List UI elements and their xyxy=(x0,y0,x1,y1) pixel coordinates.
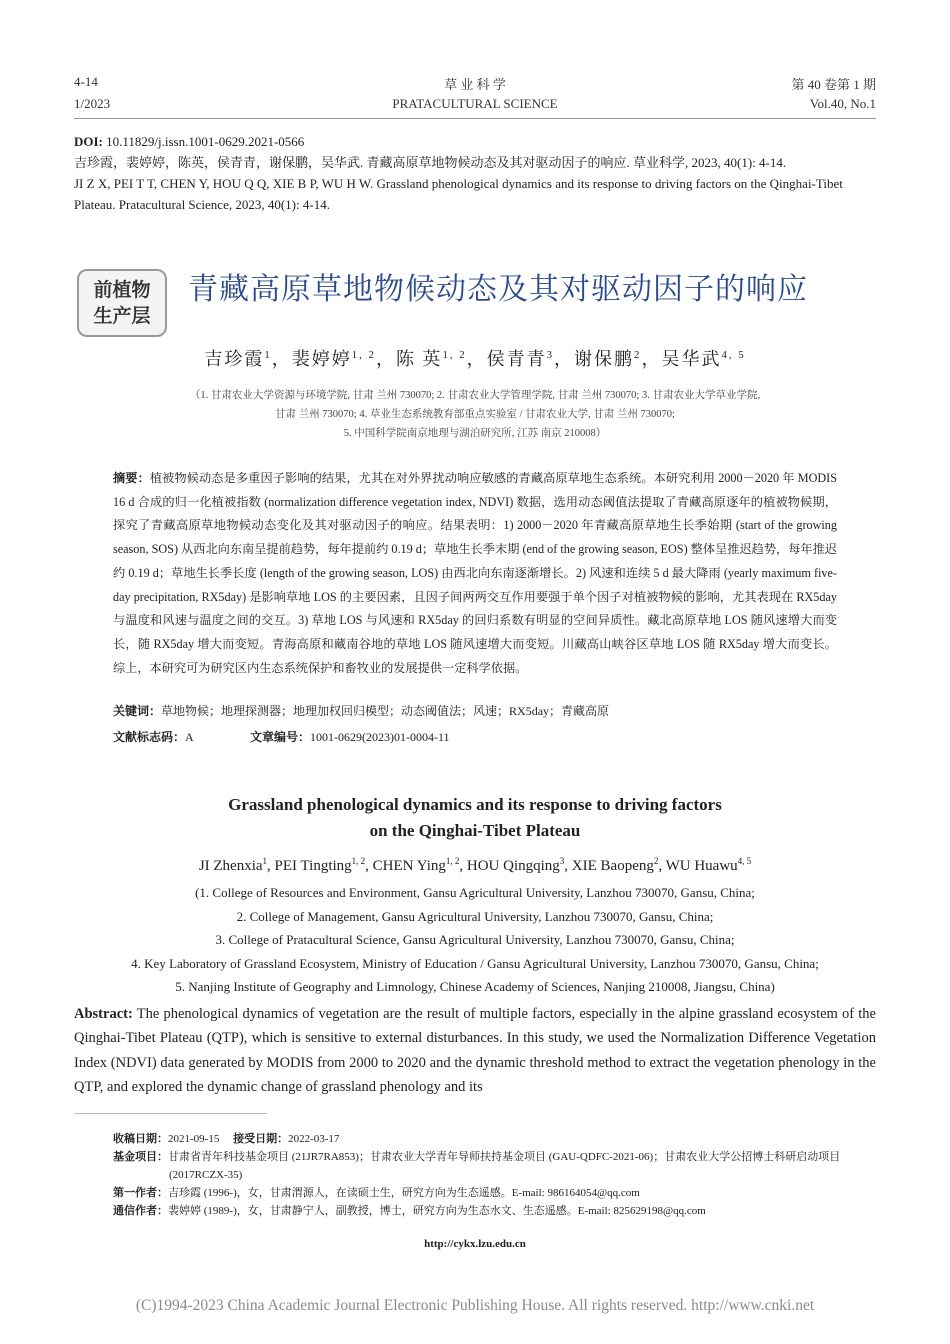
author-en-2: PEI Tingting$^{1, 2}$ xyxy=(274,856,366,874)
dates-line: 收稿日期：2021-09-15 接受日期：2022-03-17 xyxy=(113,1133,340,1145)
fund-line: 基金项目：甘肃省青年科技基金项目 (21JR7RA853)；甘肃农业大学青年导师扶持基金项目 (GAU-QDFC-2021-06)；甘肃农业大学公招博士科研启动项目 (2017RCZX-35) xyxy=(113,1151,841,1181)
first-author-line: 第一作者：吉珍霞 (1996-)，女，甘肃渭源人，在读硕士生，研究方向为生态遥感。E-mail: 986164054@qq.com xyxy=(113,1187,640,1199)
author-cn-4: 侯青青$^3$ xyxy=(486,349,555,369)
author-cn-6: 吴华武$^{4, 5}$ xyxy=(661,349,746,369)
citation-block xyxy=(74,131,876,215)
author-cn-2: 裴婷婷$^{1, 2}$ xyxy=(291,349,376,369)
author-list-en: JI Zhenxia$^1$, PEI Tingting$^{1, 2}$, CHEN Ying$^{1, 2}$, HOU Qingqing$^3$, XIE Baopeng$^2$, WU Huawu$^{4, 5}$ xyxy=(198,856,752,874)
footnote-rule xyxy=(74,1113,267,1114)
abstract-text-cn: 植被物候动态是多重因子影响的结果，尤其在对外界扰动响应敏感的青藏高原草地生态系统。本研究利用 2000－2020 年 MODIS 16 d 合成的归一化植被指数 (normalization difference vegetation index, NDVI) 数据，选用动态阈值法提取了青藏高原逐年的植被物候期，探究了青藏高原草地物候动态变化及其对驱动因子的响应。结果表明：1) 2000－2020 年青藏高原草地生长季始期 (start of the growing season, SOS) 从西北向东南呈提前趋势，每年提前约 0.19 d；草地生长季末期 (end of the growing season, EOS) 整体呈推迟趋势，每年推迟约 0.19 d；草地生长季长度 (length of the growing season, LOS) 由西北向东南逐渐增长。2) 风速和连续 5 d 最大降雨 (yearly maximum five-day precipitation, RX5day) 是影响草地 LOS 的主要因素，且因子间两两交互作用要强于单个因子对植被物候的影响，尤其表现在 RX5day 与温度和风速与温度之间的交互。3) 草地 LOS 与风速和 RX5day 的回归系数有明显的空间异质性。藏北高原草地 LOS 随风速增大而变长，随 RX5day 增大而变短。青海高原和藏南谷地的草地 LOS 随风速增大而变短。川藏高山峡谷区草地 LOS 随 RX5day 增大而变长。综上，本研究可为研究区内生态系统保护和畜牧业的发展提供一定科学依据。 xyxy=(113,471,838,675)
abstract-label-cn: 摘要： xyxy=(113,471,150,485)
page-title-en: Grassland phenological dynamics and its response to driving factors on the Qinghai-Tibet Plateau xyxy=(228,795,722,840)
abstract-text-en: The phenological dynamics of vegetation are the result of multiple factors, especially in the alpine grassland ecosystem of the Qinghai-Tibet Plateau (QTP), which is sensitive to external disturbances. In this study, we used the Normalization Difference Vegetation Index (NDVI) data generated by MODIS from 2000 to 2020 and the dynamic threshold method to extract the vegetation phenology in the QTP, and explored the dynamic change of grassland phenology and its xyxy=(74,1006,876,1095)
author-cn-5: 谢保鹏$^2$ xyxy=(574,349,642,369)
affiliations-cn: （1. 甘肃农业大学资源与环境学院, 甘肃 兰州 730070; 2. 甘肃农业大学管理学院, 甘肃 兰州 730070; 3. 甘肃农业大学草业学院, 甘肃 兰州 730070; 4. 草业生态系统教育部重点实验室 / 甘肃农业大学, 甘肃 兰州 730070; 5. 中国科学院南京地理与湖泊研究所, 江苏 南京 210008） xyxy=(189,390,761,439)
volume-cn: 第 40 卷第 1 期 xyxy=(791,77,876,92)
journal-name-cn: 草 业 科 学 xyxy=(444,77,506,92)
affiliations-en: (1. College of Resources and Environment, Gansu Agricultural University, Lanzhou 730070, Gansu, China; 2. College of Management, Gansu Agricultural University, Lanzhou 730070, Gansu, China; 3. College of Pratacultural Science, Gansu Agricultural University, Lanzhou 730070, Gansu, China; 4. Key Laboratory of Grassland Ecosystem, Ministry of Education / Gansu Agricultural University, Lanzhou 730070, Gansu, China; 5. Nanjing Institute of Geography and Limnology, Chinese Academy of Sciences, Nanjing 210008, Jiangsu, China) xyxy=(131,885,819,994)
volume-en: Vol.40, No.1 xyxy=(809,96,876,111)
page-title-cn: 青藏高原草地物候动态及其对驱动因子的响应 xyxy=(188,272,808,307)
author-cn-1: 吉珍霞$^1$ xyxy=(204,349,272,369)
author-en-5: XIE Baopeng$^2$ xyxy=(571,856,659,874)
doi-line: DOI: 10.11829/j.issn.1001-0629.2021-0566 xyxy=(74,134,305,149)
author-en-4: HOU Qingqing$^3$ xyxy=(466,856,565,874)
journal-name-en: PRATACULTURAL SCIENCE xyxy=(392,96,558,111)
issue-number: 1/2023 xyxy=(74,96,111,111)
page-range: 4-14 xyxy=(74,74,98,89)
journal-url[interactable]: http://cykx.lzu.edu.cn xyxy=(424,1238,526,1250)
author-list-cn: 吉珍霞$^1$，裴婷婷$^{1, 2}$，陈 英$^{1, 2}$，侯青青$^3$，谢保鹏$^2$，吴华武$^{4, 5}$ xyxy=(204,349,746,369)
abstract-en xyxy=(74,1002,876,1099)
author-en-6: WU Huawu$^{4, 5}$ xyxy=(665,856,752,874)
footnotes xyxy=(113,1130,879,1220)
citation-cn: 吉珍霞，裴婷婷，陈英，侯青青，谢保鹏，吴华武. 青藏高原草地物候动态及其对驱动因子的响应. 草业科学, 2023, 40(1): 4-14. xyxy=(74,155,787,170)
author-en-3: CHEN Ying$^{1, 2}$ xyxy=(372,856,460,874)
column-logo: 前植物 生产层 xyxy=(77,269,167,337)
document-code: 文献标志码：A xyxy=(113,730,194,744)
citation-en: JI Z X, PEI T T, CHEN Y, HOU Q Q, XIE B P, WU H W. Grassland phenological dynamics and its response to driving factors on the Qinghai-Tibet Plateau. Pratacultural Science, 2023, 40(1): 4-14. xyxy=(74,176,843,212)
header-rule xyxy=(74,118,876,119)
article-number: 文章编号：1001-0629(2023)01-0004-11 xyxy=(250,730,450,744)
keywords-cn: 关键词：草地物候；地理探测器；地理加权回归模型；动态阈值法；风速；RX5day；青藏高原 xyxy=(113,704,610,718)
author-en-1: JI Zhenxia$^1$ xyxy=(198,856,268,874)
abstract-cn xyxy=(113,467,837,680)
cnki-watermark: (C)1994-2023 China Academic Journal Electronic Publishing House. All rights reserved. http://www.cnki.net xyxy=(135,1297,815,1314)
corresponding-author-line: 通信作者：裴婷婷 (1989-)，女，甘肃静宁人，副教授，博士，研究方向为生态水文、生态遥感。E-mail: 825629198@qq.com xyxy=(113,1205,706,1217)
abstract-label-en: Abstract: xyxy=(74,1006,133,1022)
author-cn-3: 陈 英$^{1, 2}$ xyxy=(395,349,467,369)
doi-link[interactable]: 10.11829/j.issn.1001-0629.2021-0566 xyxy=(106,134,305,149)
